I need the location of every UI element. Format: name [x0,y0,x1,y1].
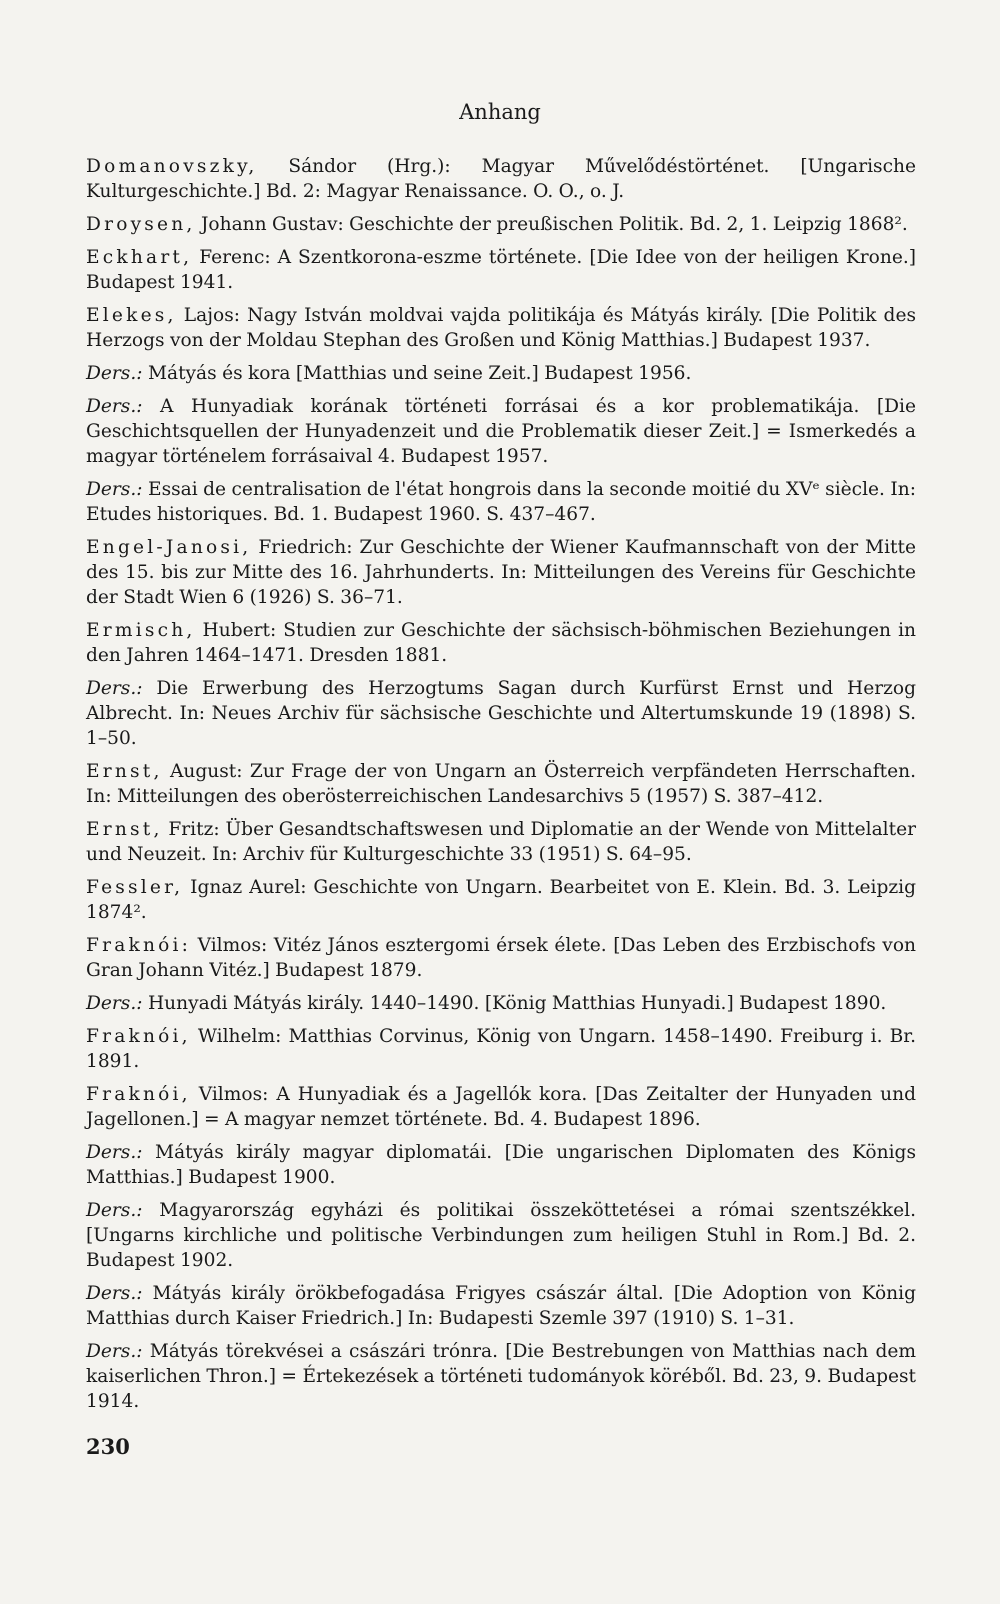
entry-author: Fraknói, [86,1026,191,1047]
bibliography-entry [86,154,916,204]
entry-text: Mátyás törekvései a császári trónra. [Die Bestrebungen von Matthias nach dem kaiserlichen Thron.] = Értekezések a történeti tudományok köréből. Bd. 23, 9. Budapest 1914. [86,1341,916,1412]
entry-text: Mátyás és kora [Matthias und seine Zeit.] Budapest 1956. [142,363,692,384]
bibliography-entry [86,1024,916,1074]
entry-ders: Ders.: [86,479,143,500]
bibliography-entry [86,212,916,237]
entry-text: Lajos: Nagy István moldvai vajda politikája és Mátyás király. [Die Politik des Herzogs von der Moldau Stephan des Großen und König Matthias.] Budapest 1937. [86,305,916,351]
entry-text: Sándor (Hrg.): Magyar Művelődéstörténet. [Ungarische Kulturgeschichte.] Bd. 2: Magyar Renaissance. O. O., o. J. [86,156,916,202]
bibliography-entry [86,618,916,668]
entry-ders: Ders.: [86,1283,143,1304]
page-number: 230 [86,1434,130,1459]
entry-author: Ernst, [86,761,163,782]
entry-text: Hubert: Studien zur Geschichte der sächsisch-böhmischen Beziehungen in den Jahren 1464–1471. Dresden 1881. [86,620,916,666]
entry-author: Elekes, [86,305,177,326]
bibliography-entry [86,394,916,469]
entry-author: Fessler, [86,877,184,898]
entry-text: Vilmos: Vitéz János esztergomi érsek élete. [Das Leben des Erzbischofs von Gran Johann Vitéz.] Budapest 1879. [86,935,916,981]
entry-author: Domanovszky, [86,156,258,177]
bibliography-entry [86,477,916,527]
entry-text: Fritz: Über Gesandtschaftswesen und Diplomatie an der Wende von Mittelalter und Neuzeit. In: Archiv für Kulturgeschichte 33 (1951) S. 64–95. [86,819,916,865]
bibliography-entry [86,759,916,809]
entry-text: Magyarország egyházi és politikai összeköttetései a római szentszékkel. [Ungarns kirchliche und politische Verbindungen zum heiligen Stuhl in Rom.] Bd. 2. Budapest 1902. [86,1200,916,1271]
entry-text: Friedrich: Zur Geschichte der Wiener Kaufmannschaft von der Mitte des 15. bis zur Mitte des 16. Jahrhunderts. In: Mitteilungen des Vereins für Geschichte der Stadt Wien 6 (1926) S. 36–71. [86,537,916,608]
bibliography-entry [86,933,916,983]
bibliography-entry [86,991,916,1016]
bibliography-entry [86,1339,916,1414]
entry-text: Johann Gustav: Geschichte der preußischen Politik. Bd. 2, 1. Leipzig 1868². [195,214,908,235]
bibliography-entry [86,676,916,751]
entry-author: Eckhart, [86,247,193,268]
entry-author: Fraknói, [86,1084,191,1105]
entry-text: Ferenc: A Szentkorona-eszme története. [Die Idee von der heiligen Krone.] Budapest 1941. [86,247,916,293]
entry-text: Vilmos: A Hunyadiak és a Jagellók kora. [Das Zeitalter der Hunyaden und Jagellonen.] = A magyar nemzet története. Bd. 4. Budapest 1896. [86,1084,916,1130]
entry-text: Ignaz Aurel: Geschichte von Ungarn. Bearbeitet von E. Klein. Bd. 3. Leipzig 1874². [86,877,916,923]
entry-ders: Ders.: [86,363,143,384]
bibliography-list [86,154,916,1422]
bibliography-entry [86,535,916,610]
entry-ders: Ders.: [86,1341,143,1362]
entry-text: Essai de centralisation de l'état hongrois dans la seconde moitié du XVᵉ siècle. In: Etudes historiques. Bd. 1. Budapest 1960. S. 437–467. [86,479,916,525]
entry-ders: Ders.: [86,1200,143,1221]
entry-ders: Ders.: [86,396,143,417]
entry-text: August: Zur Frage der von Ungarn an Österreich verpfändeten Herrschaften. In: Mitteilungen des oberösterreichischen Landesarchivs 5 (1957) S. 387–412. [86,761,916,807]
entry-author: Ermisch, [86,620,196,641]
bibliography-entry [86,1140,916,1190]
entry-text: Mátyás király örökbefogadása Frigyes császár által. [Die Adoption von König Matthias durch Kaiser Friedrich.] In: Budapesti Szemle 397 (1910) S. 1–31. [86,1283,916,1329]
entry-author: Engel-Janosi, [86,537,252,558]
entry-ders: Ders.: [86,993,143,1014]
entry-text: Wilhelm: Matthias Corvinus, König von Ungarn. 1458–1490. Freiburg i. Br. 1891. [86,1026,916,1072]
bibliography-entry [86,817,916,867]
entry-ders: Ders.: [86,1142,143,1163]
entry-text: A Hunyadiak korának történeti forrásai és a kor problematikája. [Die Geschichtsquellen der Hunyadenzeit und die Problematik dieser Zeit.] = Ismerkedés a magyar történelem forrásaival 4. Budapest 1957. [86,396,916,467]
entry-author: Fraknói: [86,935,192,956]
entry-text: Mátyás király magyar diplomatái. [Die ungarischen Diplomaten des Königs Matthias.] Budapest 1900. [86,1142,916,1188]
bibliography-entry [86,1198,916,1273]
bibliography-entry [86,875,916,925]
entry-ders: Ders.: [86,678,143,699]
entry-author: Droysen, [86,214,196,235]
bibliography-entry [86,303,916,353]
bibliography-entry [86,1082,916,1132]
entry-text: Die Erwerbung des Herzogtums Sagan durch Kurfürst Ernst und Herzog Albrecht. In: Neues Archiv für sächsische Geschichte und Altertumskunde 19 (1898) S. 1–50. [86,678,916,749]
bibliography-entry [86,361,916,386]
entry-text: Hunyadi Mátyás király. 1440–1490. [König Matthias Hunyadi.] Budapest 1890. [142,993,887,1014]
running-header: Anhang [459,100,541,124]
bibliography-entry [86,1281,916,1331]
bibliography-entry [86,245,916,295]
entry-author: Ernst, [86,819,163,840]
